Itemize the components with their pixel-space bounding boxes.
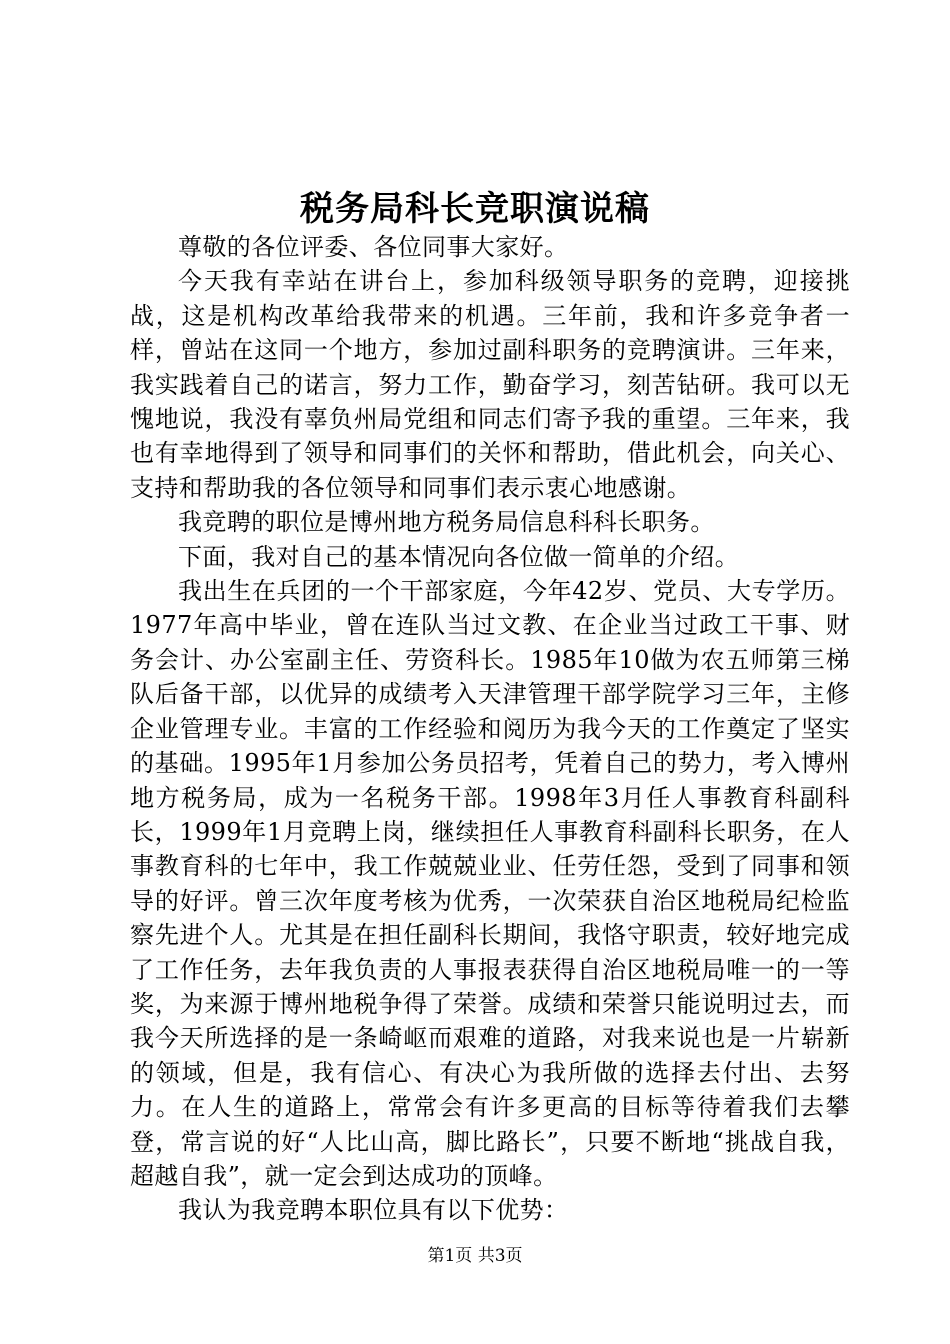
- page-number-footer: 第1页 共3页: [427, 1246, 523, 1266]
- paragraph-greeting: 尊敬的各位评委、各位同事大家好。: [178, 233, 569, 261]
- paragraph-intro: 今天我有幸站在讲台上，参加科级领导职务的竞聘，迎接挑战，这是机构改革给我带来的机遇。三年前，我和许多竞争者一样，曾站在这同一个地方，参加过副科职务的竞聘演讲。三年来，我实践着自己的诺言，努力工作，勤奋学习，刻苦钻研。我可以无愧地说，我没有辜负州局党组和同志们寄予我的重望。三年来，我也有幸地得到了领导和同事们的关怀和帮助，借此机会，向关心、支持和帮助我的各位领导和同事们表示衷心地感谢。: [130, 267, 850, 502]
- paragraph-advantages: 我认为我竞聘本职位具有以下优势：: [178, 1196, 569, 1225]
- paragraph-position: 我竞聘的职位是博州地方税务局信息科科长职务。: [178, 508, 715, 537]
- document-title: 税务局科长竞职演说稿: [300, 189, 650, 229]
- paragraph-background: 我出生在兵团的一个干部家庭，今年42岁、党员、大专学历。1977年高中毕业，曾在连队当过文教、在企业当过政工干事、财务会计、办公室副主任、劳资科长。1985年10做为农五师第三梯队后备干部，以优异的成绩考入天津管理干部学院学习三年，主修企业管理专业。丰富的工作经验和阅历为我今天的工作奠定了坚实的基础。1995年1月参加公务员招考，凭着自己的势力，考入博州地方税务局，成为一名税务干部。1998年3月任人事教育科副科长，1999年1月竞聘上岗，继续担任人事教育科副科长职务，在人事教育科的七年中，我工作兢兢业业、任劳任怨，受到了同事和领导的好评。曾三次年度考核为优秀，一次荣获自治区地税局纪检监察先进个人。尤其是在担任副科长期间，我恪守职责，较好地完成了工作任务，去年我负责的人事报表获得自治区地税局唯一的一等奖，为来源于博州地税争得了荣誉。成绩和荣誉只能说明过去，而我今天所选择的是一条崎岖而艰难的道路，对我来说也是一片崭新的领域，但是，我有信心、有决心为我所做的选择去付出、去努力。在人生的道路上，常常会有许多更高的目标等待着我们去攀登，常言说的好“人比山高，脚比路长”，只要不断地“挑战自我，超越自我”，就一定会到达成功的顶峰。: [130, 577, 850, 1190]
- document-body: [130, 230, 850, 1228]
- paragraph-transition: 下面，我对自己的基本情况向各位做一简单的介绍。: [178, 542, 740, 571]
